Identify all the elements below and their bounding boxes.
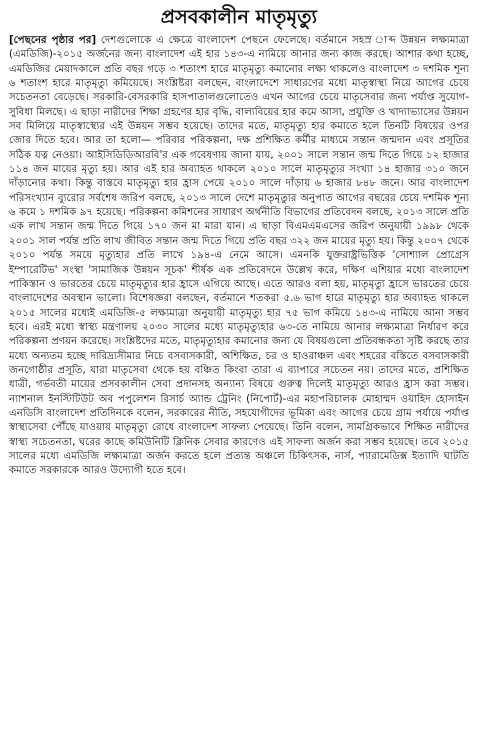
article-body <box>9 34 469 479</box>
article-headline: প্রসবকালীন মাতৃমৃত্যু <box>160 6 318 28</box>
article-body-text: দেশগুলোকে এ ক্ষেত্রে বাংলাদেশ পেছনে ফেলেছে। বর্তমানে সহস্র াব্দ উন্নয়ন লক্ষ্যমাত্রা (এমডিজি)-২০১৫ অর্জনের জন্য বাংলাদেশ এই হার ১৪৩-এ নামিয়ে আনার জন্য কাজ করছে। আশার কথা হচ্ছে, এমডিজির মেয়াদকালে প্রতি বছর গড়ে ৩ শতাংশ হারে মাতৃমৃত্যু কমানোর লক্ষ্য থাকলেও বাংলাদেশ ৩ দশমিক শূন্য ৬ শতাংশ হারে মাতৃমৃত্যু কমিয়েছে। সংশ্লিষ্টরা বলছেন, বাংলাদেশে সাধারণের মধ্যে মাতৃস্বাস্থ্য নিয়ে আগের চেয়ে সচেতনতা বেড়েছে। সরকারি-বেসরকারি হাসপাতালগুলোতেও এখন আগের চেয়ে মাতৃসেবার জন্য পর্যাপ্ত সুযোগ-সুবিধা মিলছে। এ ছাড়া নারীদের শিক্ষা গ্রহণের হার বৃদ্ধি, বাল্যবিয়ের হার কমে আসা, প্রযুক্তি ও খাদ্যাভ্যাসের উন্নয়ন সব মিলিয়ে মাতৃস্বাস্থ্যের এই উন্নয়ন সম্ভব হয়েছে। তাদের মতে, মাতৃমৃত্যু হার কমাতে হলে তিনটি বিষয়ের ওপর জোর দিতে হবে। আর তা হলো— পরিবার পরিকল্পনা, দক্ষ প্রশিক্ষিত কর্মীর মাধ্যমে সন্তান জন্মদান এবং প্রসূতির সঠিক যত্ন নেওয়া। আইসিডিডিআরবি'র এক গবেষণায় জানা যায়, ২০০১ সালে সন্তান জন্ম দিতে গিয়ে ১২ হাজার ১১৪ জন মায়ের মৃত্যু হয়। আর এই হার অব্যাহত থাকলে ২০১০ সালে মাতৃমৃত্যুর সংখ্যা ১৪ হাজার ৩১০ জনে দাঁড়ানোর কথা। কিন্তু বাস্তবে মাতৃমৃত্যু হার হ্রাস পেয়ে ২০১০ সালে দাঁড়ায় ৬ হাজার ৮৪৮ জনে। আর বাংলাদেশ পরিসংখ্যান ব্যুরোর সর্বশেষ জরিপ বলছে, ২০১৩ সালে দেশে মাতৃমৃত্যুর অনুপাত আগের বছরের চেয়ে দশমিক শূন্য ৬ কমে ১ দশমিক ৯৭ হয়েছে। পরিকল্পনা কমিশনের সাধারণ অর্থনীতি বিভাগের প্রতিবেদন বলছে, ২০১৩ সালে প্রতি এক লাখ সন্তান জন্ম দিতে গিয়ে ১৭০ জন মা মারা যান। এ ছাড়া বিএমএমএসের জরিপ অনুযায়ী ১৯৯৮ থেকে ২০০১ সাল পর্যন্ত প্রতি লাখ জীবিত সন্তান জন্ম দিতে গিয়ে প্রতি বছর ৩২২ জন মায়ের মৃত্যু হয়। কিন্তু ২০০৭ থেকে ২০১০ পর্যন্ত সময়ে মৃত্যুহার প্রতি লাখে ১৯৪-এ নেমে আসে। এমনকি যুক্তরাষ্ট্রভিত্তিক 'সোশ্যাল প্রোগ্রেস ইম্পারেটিভ' সংস্থা 'সামাজিক উন্নয়ন সূচক' শীর্ষক এক প্রতিবেদনে উল্লেখ করে, দক্ষিণ এশিয়ার মধ্যে বাংলাদেশ পাকিস্তান ও ভারতের চেয়ে মাতৃমৃত্যুর হার হ্রাসে এগিয়ে আছে। এতে আরও বলা হয়, মাতৃমৃত্যু হ্রাসে ভারতের চেয়ে বাংলাদেশের অবস্থান ভালো। বিশেষজ্ঞরা বলছেন, বর্তমানে শতকরা ৫.৬ ভাগ হারে মাতৃমৃত্যু হার অব্যাহত থাকলে ২০১৫ সালের মধ্যেই এমডিজি-৫ লক্ষ্যমাত্রা অনুযায়ী মাতৃমৃত্যু হার ৭৫ ভাগ কমিয়ে ১৪৩-এ নামিয়ে আনা সম্ভব হবে। এরই মধ্যে স্বাস্থ্য মন্ত্রণালয় ২০৩০ সালের মধ্যে মাতৃমৃত্যুহার ৬৩-তে নামিয়ে আনার লক্ষ্যমাত্রা নির্ধারণ করে পরিকল্পনা প্রণয়ন করেছে। সংশ্লিষ্টদের মতে, মাতৃমৃত্যুহার কমানোর জন্য যে বিষয়গুলো প্রতিবন্ধকতা সৃষ্টি করছে তার মধ্যে অন্যতম হচ্ছে দারিদ্র্যসীমার নিচে বসবাসকারী, অশিক্ষিত, চর ও হাওরাঞ্চল এবং শহরের বস্তিতে বসবাসকারী জনগোষ্ঠীর প্রসূতি, যারা মাতৃসেবা থেকে হয় বঞ্চিত কিংবা তারা এ ব্যাপারে সচেতন নয়। তাদের মতে, প্রশিক্ষিত ধাত্রী, গর্ভবতী মায়ের প্রসবকালীন সেবা প্রদানসহ অন্যান্য বিষয়ে গুরুত্ব দিলেই মাতৃমৃত্যু আরও হ্রাস করা সম্ভব। ন্যাশনাল ইনস্টিটিউট অব পপুলেশন রিসার্চ অ্যান্ড ট্রেনিং (নিপোর্ট)-এর মহাপরিচালক মোহাম্মদ ওয়াহিদ হোসাইন এনডিসি বাংলাদেশ প্রতিদিনকে বলেন, সরকারের নীতি, সহযোগীদের ভূমিকা এবং আগের চেয়ে গ্রাম পর্যায়ে পর্যাপ্ত স্বাস্থ্যসেবা পৌঁছে যাওয়ায় মাতৃমৃত্যু রোধে বাংলাদেশ সাফল্য পেয়েছে। তিনি বলেন, সামগ্রিকভাবে শিক্ষিত নারীদের স্বাস্থ্য সচেতনতা, ঘরের কাছে কমিউনিটি ক্লিনিক সেবার কারণেও এই সাফল্য অর্জন করা সম্ভব হয়েছে। তবে ২০১৫ সালের মধ্যে এমডিজি লক্ষ্যমাত্রা অর্জন করতে হলে প্রত্যন্ত অঞ্চলে চিকিৎসক, নার্স, প্যারামেডিক্স ইত্যাদি ঘাটতি কমাতে সরকারকে আরও উদ্যোগী হতে হবে। <box>9 35 470 477</box>
continued-from-label: [পেছনের পৃষ্ঠার পর] <box>9 35 97 46</box>
article-paragraph <box>9 34 469 479</box>
